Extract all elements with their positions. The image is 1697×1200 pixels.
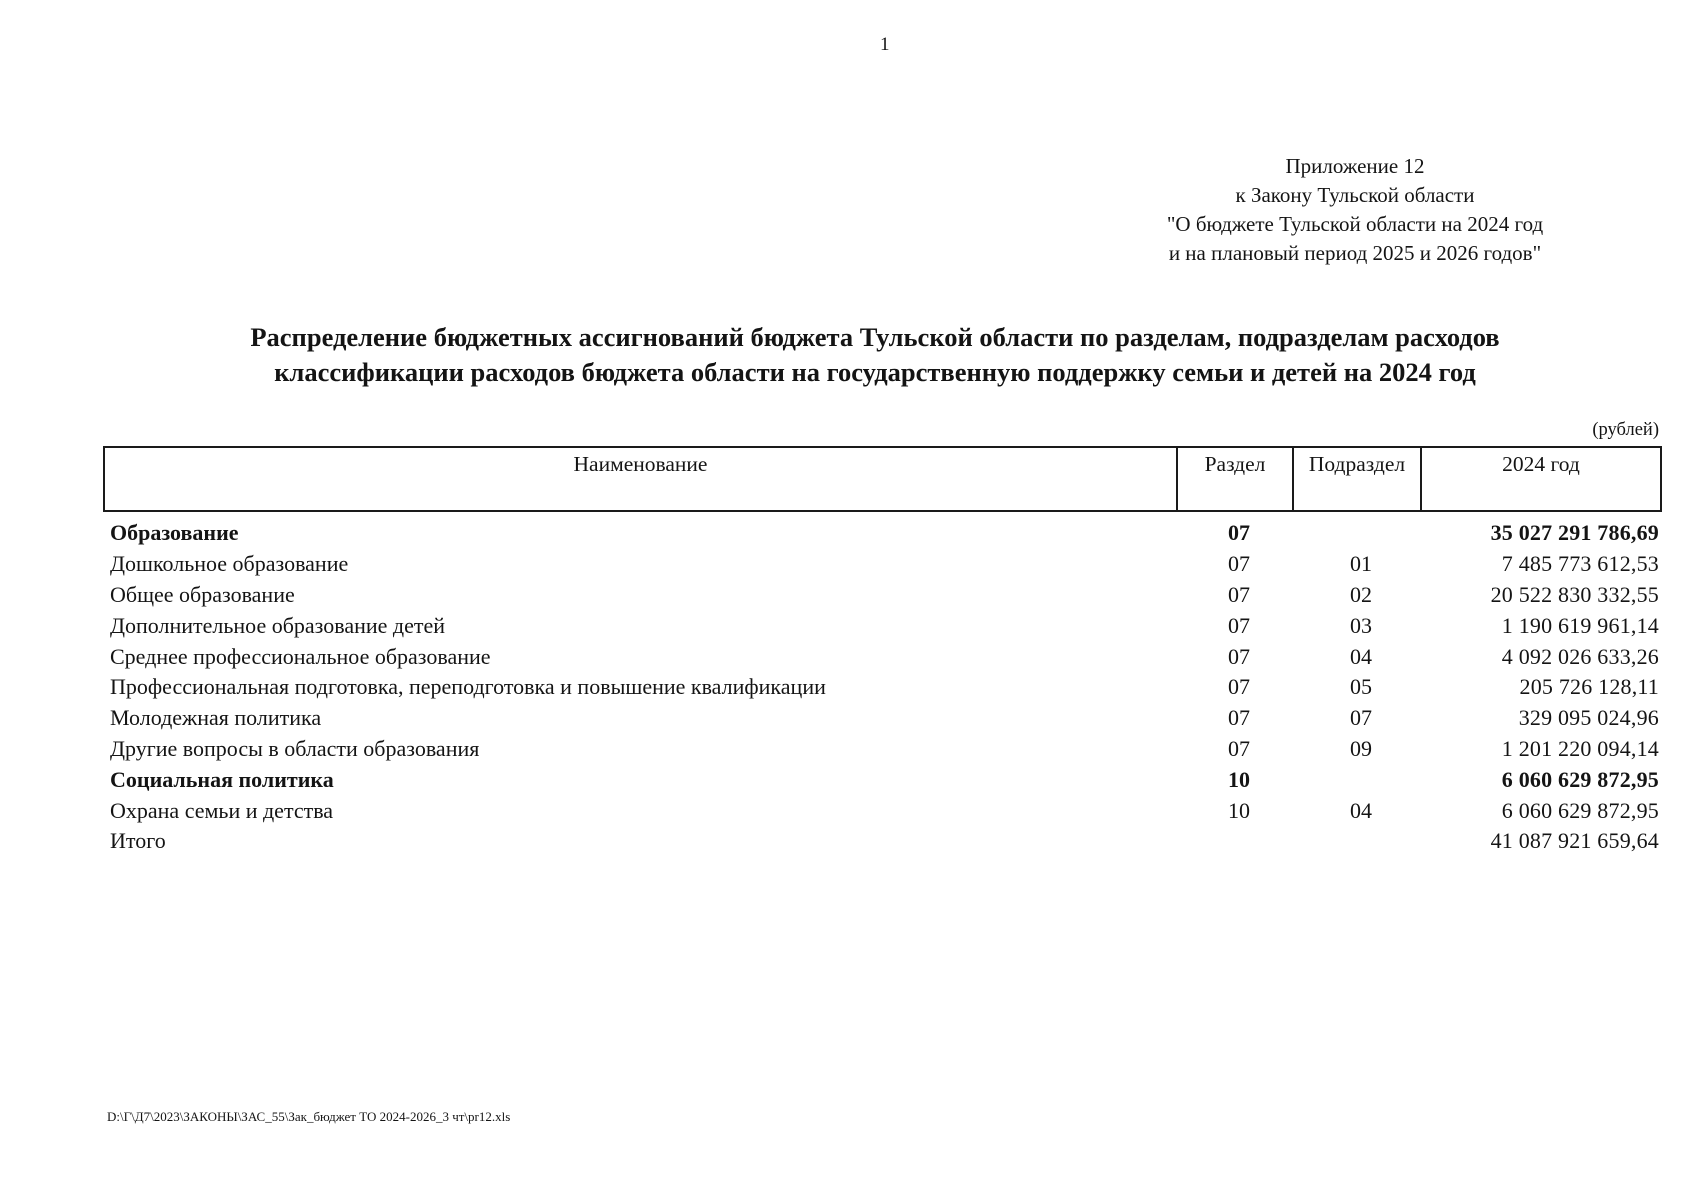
row-razdel: 07 bbox=[1228, 520, 1250, 546]
row-razdel: 07 bbox=[1228, 612, 1250, 638]
table-row bbox=[104, 580, 1661, 611]
table-row bbox=[104, 764, 1661, 795]
table-row bbox=[104, 734, 1661, 765]
budget-table bbox=[103, 446, 1662, 857]
row-podrazdel: 02 bbox=[1350, 581, 1372, 607]
header-name: Наименование bbox=[104, 447, 1177, 511]
row-amount: 329 095 024,96 bbox=[1518, 705, 1659, 731]
row-name: Дошкольное образование bbox=[110, 551, 349, 577]
row-name: Итого bbox=[110, 828, 166, 854]
table-row bbox=[104, 641, 1661, 672]
annex-line-2: к Закону Тульской области bbox=[1235, 183, 1475, 207]
header-podrazdel: Подраздел bbox=[1293, 447, 1421, 511]
row-podrazdel: 09 bbox=[1350, 735, 1372, 761]
units-label: (рублей) bbox=[1592, 420, 1659, 440]
table-body bbox=[104, 511, 1661, 857]
table-header bbox=[104, 447, 1661, 511]
row-name: Молодежная политика bbox=[110, 705, 322, 731]
row-amount: 4 092 026 633,26 bbox=[1501, 643, 1659, 669]
annex-line-3: "О бюджете Тульской области на 2024 год bbox=[1166, 212, 1544, 236]
row-podrazdel bbox=[1293, 826, 1421, 857]
row-name: Охрана семьи и детства bbox=[110, 797, 334, 823]
row-razdel: 07 bbox=[1228, 735, 1250, 761]
table-row bbox=[104, 549, 1661, 580]
row-amount: 6 060 629 872,95 bbox=[1501, 766, 1659, 792]
row-amount: 35 027 291 786,69 bbox=[1490, 520, 1659, 546]
footer-file-path: D:\Г\Д7\2023\ЗАКОНЫ\ЗАС_55\Зак_бюджет ТО 2024-2026_3 чт\pr12.xls bbox=[107, 1109, 511, 1124]
table-row bbox=[104, 610, 1661, 641]
row-razdel: 07 bbox=[1228, 674, 1250, 700]
row-podrazdel bbox=[1293, 764, 1421, 795]
row-name: Общее образование bbox=[110, 581, 295, 607]
title-line-2: классификации расходов бюджета области на государственную поддержку семьи и детей на 2024 год bbox=[274, 357, 1476, 387]
row-amount: 7 485 773 612,53 bbox=[1501, 551, 1659, 577]
table-row bbox=[104, 672, 1661, 703]
document-title bbox=[150, 320, 1600, 390]
row-name: Другие вопросы в области образования bbox=[110, 735, 480, 761]
row-podrazdel: 04 bbox=[1350, 797, 1372, 823]
row-razdel: 07 bbox=[1228, 551, 1250, 577]
row-razdel: 10 bbox=[1228, 797, 1250, 823]
annex-line-4: и на плановый период 2025 и 2026 годов" bbox=[1168, 241, 1542, 265]
title-line-1: Распределение бюджетных ассигнований бюджета Тульской области по разделам, подразделам расходов bbox=[250, 322, 1500, 352]
row-podrazdel: 01 bbox=[1350, 551, 1372, 577]
header-razdel: Раздел bbox=[1177, 447, 1293, 511]
table-row bbox=[104, 703, 1661, 734]
table-row bbox=[104, 511, 1661, 549]
row-name: Социальная политика bbox=[110, 766, 334, 792]
row-podrazdel: 03 bbox=[1350, 612, 1372, 638]
row-razdel: 07 bbox=[1228, 581, 1250, 607]
row-amount: 1 201 220 094,14 bbox=[1501, 735, 1659, 761]
row-podrazdel: 04 bbox=[1350, 643, 1372, 669]
row-podrazdel bbox=[1293, 511, 1421, 549]
row-name: Среднее профессиональное образование bbox=[110, 643, 491, 669]
annex-reference bbox=[1150, 152, 1560, 268]
row-amount: 205 726 128,11 bbox=[1519, 674, 1659, 700]
row-razdel bbox=[1177, 826, 1293, 857]
row-razdel: 07 bbox=[1228, 705, 1250, 731]
row-name: Профессиональная подготовка, переподготовка и повышение квалификации bbox=[110, 674, 826, 700]
row-razdel: 07 bbox=[1228, 643, 1250, 669]
row-razdel: 10 bbox=[1228, 766, 1250, 792]
row-amount: 1 190 619 961,14 bbox=[1501, 612, 1659, 638]
row-amount: 41 087 921 659,64 bbox=[1490, 828, 1659, 854]
annex-line-1: Приложение 12 bbox=[1285, 154, 1425, 178]
row-name: Дополнительное образование детей bbox=[110, 612, 446, 638]
header-year: 2024 год bbox=[1421, 447, 1661, 511]
row-podrazdel: 05 bbox=[1350, 674, 1372, 700]
table-row bbox=[104, 795, 1661, 826]
row-podrazdel: 07 bbox=[1350, 705, 1372, 731]
row-amount: 6 060 629 872,95 bbox=[1501, 797, 1659, 823]
row-amount: 20 522 830 332,55 bbox=[1490, 581, 1659, 607]
page-number: 1 bbox=[880, 34, 890, 55]
table-row bbox=[104, 826, 1661, 857]
row-name: Образование bbox=[110, 520, 239, 546]
